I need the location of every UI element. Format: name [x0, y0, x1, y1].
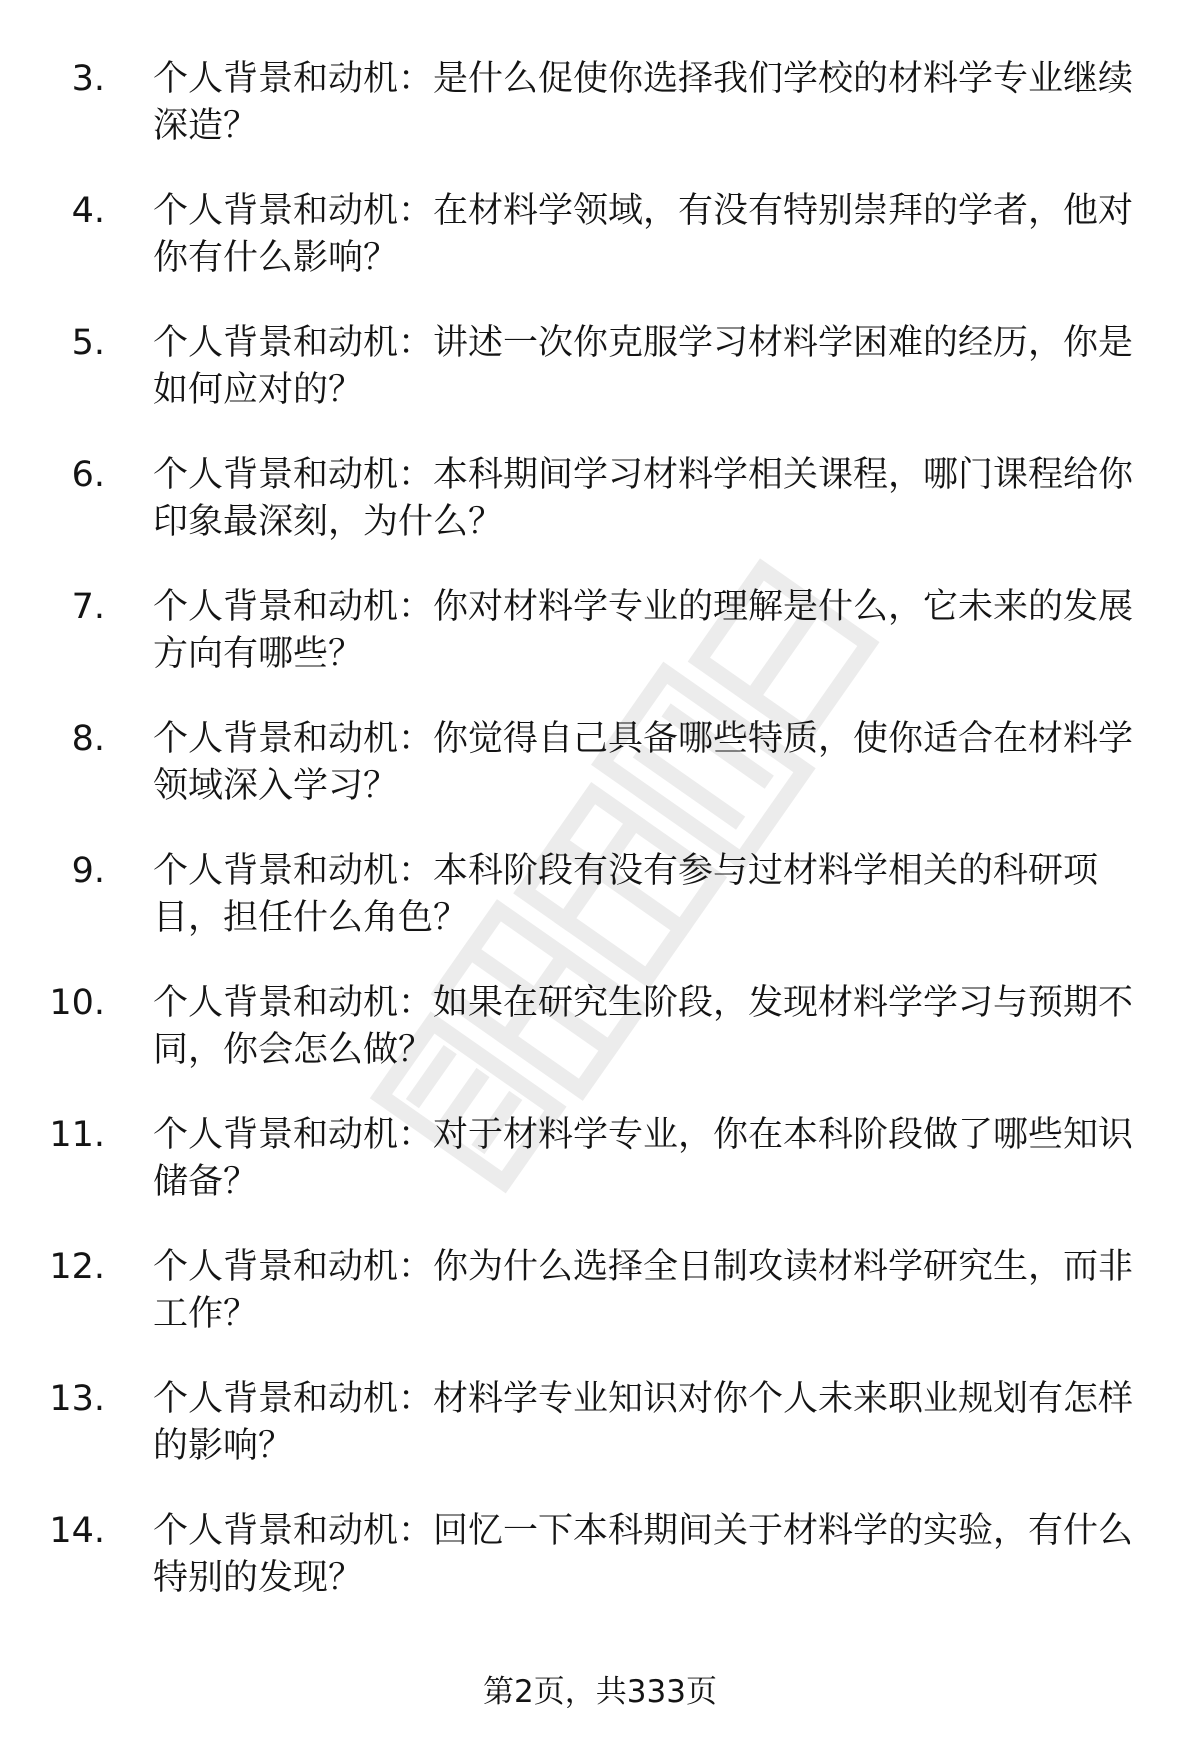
question-item — [48, 980, 1138, 1112]
question-text: 个人背景和动机：对于材料学专业，你在本科阶段做了哪些知识储备？ — [153, 1115, 1134, 1202]
question-item — [48, 188, 1138, 320]
question-number: 3. — [71, 59, 105, 99]
question-item — [48, 716, 1138, 848]
question-number: 4. — [71, 191, 105, 231]
question-item — [48, 1112, 1138, 1244]
question-text: 个人背景和动机：如果在研究生阶段，发现材料学学习与预期不同，你会怎么做？ — [153, 983, 1134, 1070]
question-text: 个人背景和动机：你对材料学专业的理解是什么，它未来的发展方向有哪些？ — [153, 587, 1134, 674]
question-text: 个人背景和动机：你为什么选择全日制攻读材料学研究生，而非工作？ — [153, 1247, 1134, 1334]
question-number: 6. — [71, 455, 105, 495]
question-number: 7. — [71, 587, 105, 627]
question-text: 个人背景和动机：本科阶段有没有参与过材料学相关的科研项目，担任什么角色？ — [153, 851, 1099, 938]
question-number: 5. — [71, 323, 105, 363]
question-number: 13. — [49, 1379, 105, 1419]
question-item — [48, 320, 1138, 452]
question-text: 个人背景和动机：是什么促使你选择我们学校的材料学专业继续深造？ — [153, 59, 1134, 146]
question-text: 个人背景和动机：材料学专业知识对你个人未来职业规划有怎样的影响？ — [153, 1379, 1134, 1466]
question-number: 11. — [49, 1115, 105, 1155]
question-text: 个人背景和动机：回忆一下本科期间关于材料学的实验，有什么特别的发现？ — [153, 1511, 1134, 1598]
question-text: 个人背景和动机：本科期间学习材料学相关课程，哪门课程给你印象最深刻，为什么？ — [153, 455, 1134, 542]
question-item — [48, 56, 1138, 188]
question-number: 9. — [71, 851, 105, 891]
question-text: 个人背景和动机：你觉得自己具备哪些特质，使你适合在材料学领域深入学习？ — [153, 719, 1134, 806]
question-number: 8. — [71, 719, 105, 759]
question-item — [48, 584, 1138, 716]
question-item — [48, 1376, 1138, 1508]
question-item — [48, 848, 1138, 980]
question-number: 10. — [49, 983, 105, 1023]
question-text: 个人背景和动机：在材料学领域，有没有特别崇拜的学者，他对你有什么影响？ — [153, 191, 1134, 278]
question-number: 12. — [49, 1247, 105, 1287]
question-list — [48, 56, 1138, 1640]
question-item — [48, 1244, 1138, 1376]
page-footer: 第2页，共333页 — [483, 1674, 717, 1710]
question-text: 个人背景和动机：讲述一次你克服学习材料学困难的经历，你是如何应对的？ — [153, 323, 1134, 410]
question-item — [48, 452, 1138, 584]
question-number: 14. — [49, 1511, 105, 1551]
question-item — [48, 1508, 1138, 1640]
